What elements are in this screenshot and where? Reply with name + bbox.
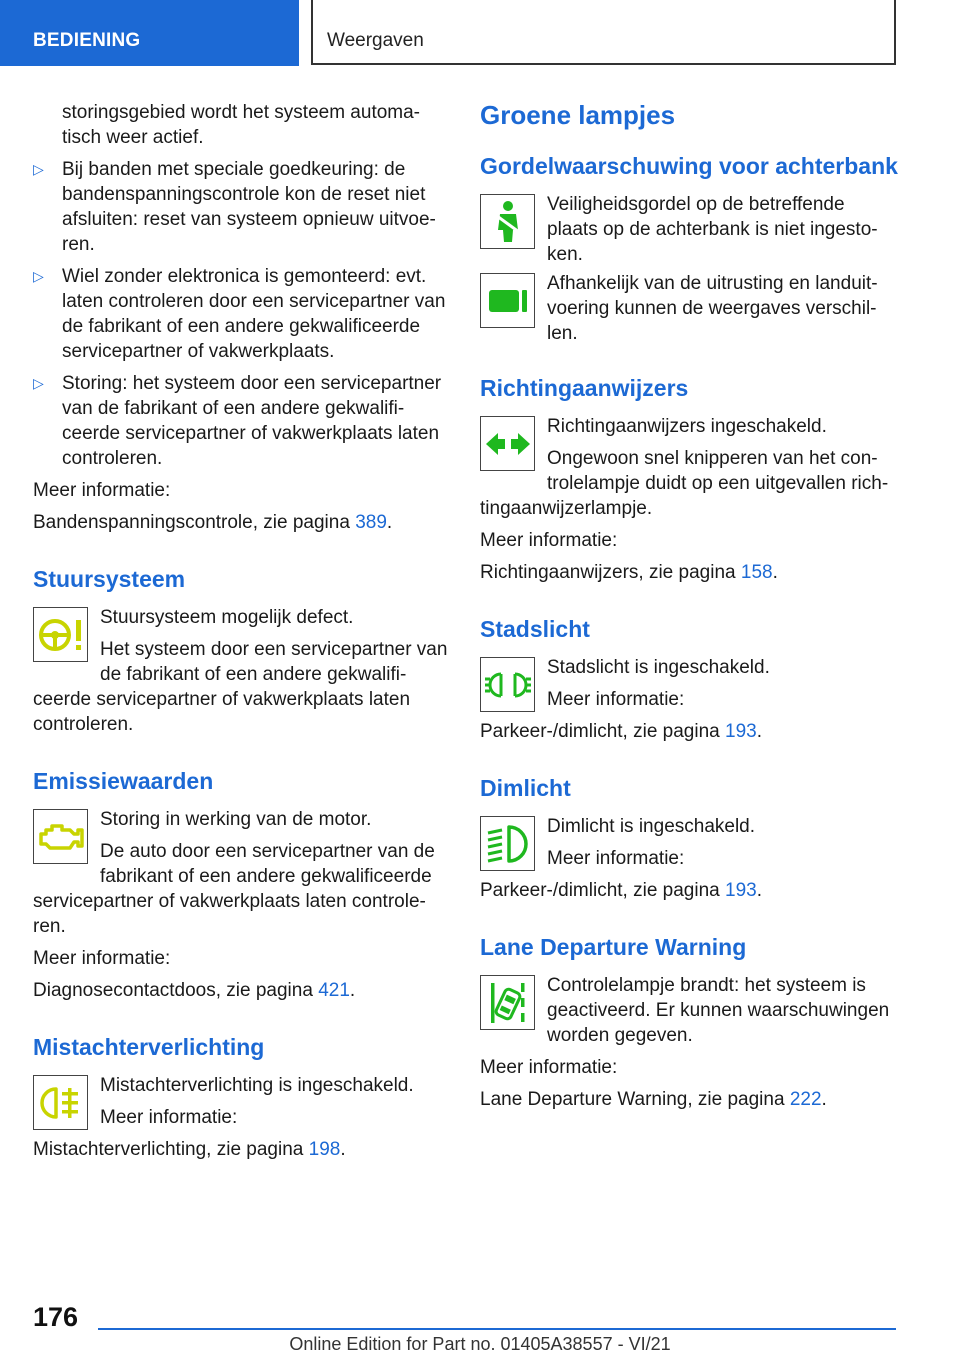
section-heading: Lane Departure Warning	[480, 934, 747, 960]
page-link-158[interactable]: 158	[740, 562, 773, 583]
item-text: Richtingaanwijzers ingeschakeld.	[547, 416, 827, 437]
section-heading: Emissiewaarden	[33, 768, 214, 794]
section-rearfog	[33, 1033, 453, 1162]
green-lights-heading: Groene lampjes	[480, 100, 676, 130]
list-item-text: Wiel zonder elektronica is gemonteerd: evt. laten controleren door een servicepartner van de fabrikant of een andere gekwalificeerde servicepartner of vakwerkplaats.	[62, 266, 446, 362]
section-heading: Stadslicht	[480, 616, 590, 642]
triangle-bullet-icon: ▷	[33, 161, 44, 177]
section-parking	[480, 615, 900, 744]
section-heading: Dimlicht	[480, 775, 571, 801]
item-text: Ongewoon snel knipperen van het con-trolelampje duidt op een uitgevallen rich-tingaanwijzerlampje.	[480, 448, 889, 519]
footer-divider	[98, 1328, 896, 1330]
more-info-label: Meer informatie:	[100, 1107, 238, 1128]
reference-text: Bandenspanningscontrole, zie pagina	[33, 512, 356, 533]
section-tab[interactable]: BEDIENING	[0, 0, 299, 66]
continued-text: storingsgebied wordt het systeem automa-tisch weer actief.	[62, 102, 421, 148]
section-steering	[33, 565, 453, 737]
section-heading: Mistachterverlichting	[33, 1034, 265, 1060]
page-header	[0, 0, 960, 66]
section-heading: Richtingaanwijzers	[480, 375, 689, 401]
reference-text: Mistachterverlichting, zie pagina	[33, 1139, 309, 1160]
more-info-label: Meer informatie:	[33, 948, 171, 969]
list-item	[33, 264, 453, 364]
page-number: 176	[33, 1302, 79, 1332]
list-item	[33, 157, 453, 257]
low-beam-icon	[480, 816, 535, 871]
reference-text: Lane Departure Warning, zie pagina	[480, 1089, 790, 1110]
section-turn	[480, 374, 900, 585]
page-link-193[interactable]: 193	[725, 721, 757, 742]
section-heading: Stuursysteem	[33, 566, 186, 592]
section-belt	[480, 152, 900, 346]
reference-line: Parkeer-/dimlicht, zie pagina 193.	[480, 721, 762, 742]
item-text: Storing in werking van de motor.	[100, 809, 372, 830]
reference-line: Diagnosecontactdoos, zie pagina 421.	[33, 980, 356, 1001]
rear-seatbelt-icon	[480, 194, 535, 249]
item-text: Stadslicht is ingeschakeld.	[547, 657, 770, 678]
item-text: Afhankelijk van de uitrusting en landuit-voering kunnen de weergaves verschil-len.	[547, 273, 878, 344]
section-heading: Gordelwaarschuwing voor achterbank	[480, 153, 898, 179]
more-info-label: Meer informatie:	[480, 1057, 618, 1078]
more-info-label: Meer informatie:	[547, 689, 685, 710]
page-link-198[interactable]: 198	[308, 1139, 341, 1160]
reference-text: Parkeer-/dimlicht, zie pagina	[480, 880, 725, 901]
rear-fog-light-icon	[33, 1075, 88, 1130]
section-lowbeam	[480, 774, 900, 903]
triangle-bullet-icon: ▷	[33, 268, 44, 284]
reference-text: Parkeer-/dimlicht, zie pagina	[480, 721, 725, 742]
right-column	[480, 100, 900, 1112]
triangle-bullet-icon: ▷	[33, 375, 44, 391]
item-text: Veiligheidsgordel op de betreffende plaats op de achterbank is niet ingesto-ken.	[547, 194, 878, 265]
turn-signal-icon	[480, 416, 535, 471]
engine-check-icon	[33, 809, 88, 864]
section-ldw	[480, 933, 900, 1112]
more-info-label: Meer informatie:	[547, 848, 685, 869]
more-info-label: Meer informatie:	[33, 480, 171, 501]
reference-text: Diagnosecontactdoos, zie pagina	[33, 980, 319, 1001]
edition-text: Online Edition for Part no. 01405A38557 - VI/21	[289, 1334, 671, 1354]
page-link-222[interactable]: 222	[789, 1089, 822, 1110]
reference-text: Richtingaanwijzers, zie pagina	[480, 562, 741, 583]
item-text: Het systeem door een servicepartner van de fabrikant of een andere gekwalifi-ceerde servicepartner of vakwerkplaats laten controleren.	[33, 639, 448, 735]
item-text: Stuursysteem mogelijk defect.	[100, 607, 354, 628]
section-emission	[33, 767, 453, 1003]
page-link-389[interactable]: 389	[355, 512, 387, 533]
list-item-text: Bij banden met speciale goedkeuring: de bandenspanningscontrole kon de reset niet afsluiten: reset van systeem opnieuw uitvoe-ren.	[62, 159, 436, 255]
parking-light-icon	[480, 657, 535, 712]
item-text: Controlelampje brandt: het systeem is geactiveerd. Er kunnen waarschuwingen worden gegeven.	[547, 975, 890, 1046]
steering-warning-icon	[33, 607, 88, 662]
reference-line: Parkeer-/dimlicht, zie pagina 193.	[480, 880, 762, 901]
reference-line: Richtingaanwijzers, zie pagina 158.	[480, 562, 778, 583]
page-link-193[interactable]: 193	[725, 880, 757, 901]
list-item-text: Storing: het systeem door een servicepartner van de fabrikant of een andere gekwalifi-ceerde servicepartner of vakwerkplaats laten controleren.	[62, 373, 442, 469]
reference-line: Mistachterverlichting, zie pagina 198.	[33, 1139, 346, 1160]
page-link-421[interactable]: 421	[318, 980, 350, 1001]
lane-departure-icon	[480, 975, 535, 1030]
item-text: De auto door een servicepartner van de fabrikant of een andere gekwalificeerde servicepartner of vakwerkplaats laten controle-ren.	[33, 841, 435, 937]
chapter-title: Weergaven	[311, 0, 896, 65]
list-item	[33, 371, 453, 471]
more-info-label: Meer informatie:	[480, 530, 618, 551]
item-text: Mistachterverlichting is ingeschakeld.	[100, 1075, 414, 1096]
reference-line: Bandenspanningscontrole, zie pagina 389.	[33, 512, 393, 533]
rear-seatbelt-bar-icon	[480, 273, 535, 328]
reference-line: Lane Departure Warning, zie pagina 222.	[480, 1089, 827, 1110]
left-column	[33, 100, 453, 1162]
item-text: Dimlicht is ingeschakeld.	[547, 816, 756, 837]
